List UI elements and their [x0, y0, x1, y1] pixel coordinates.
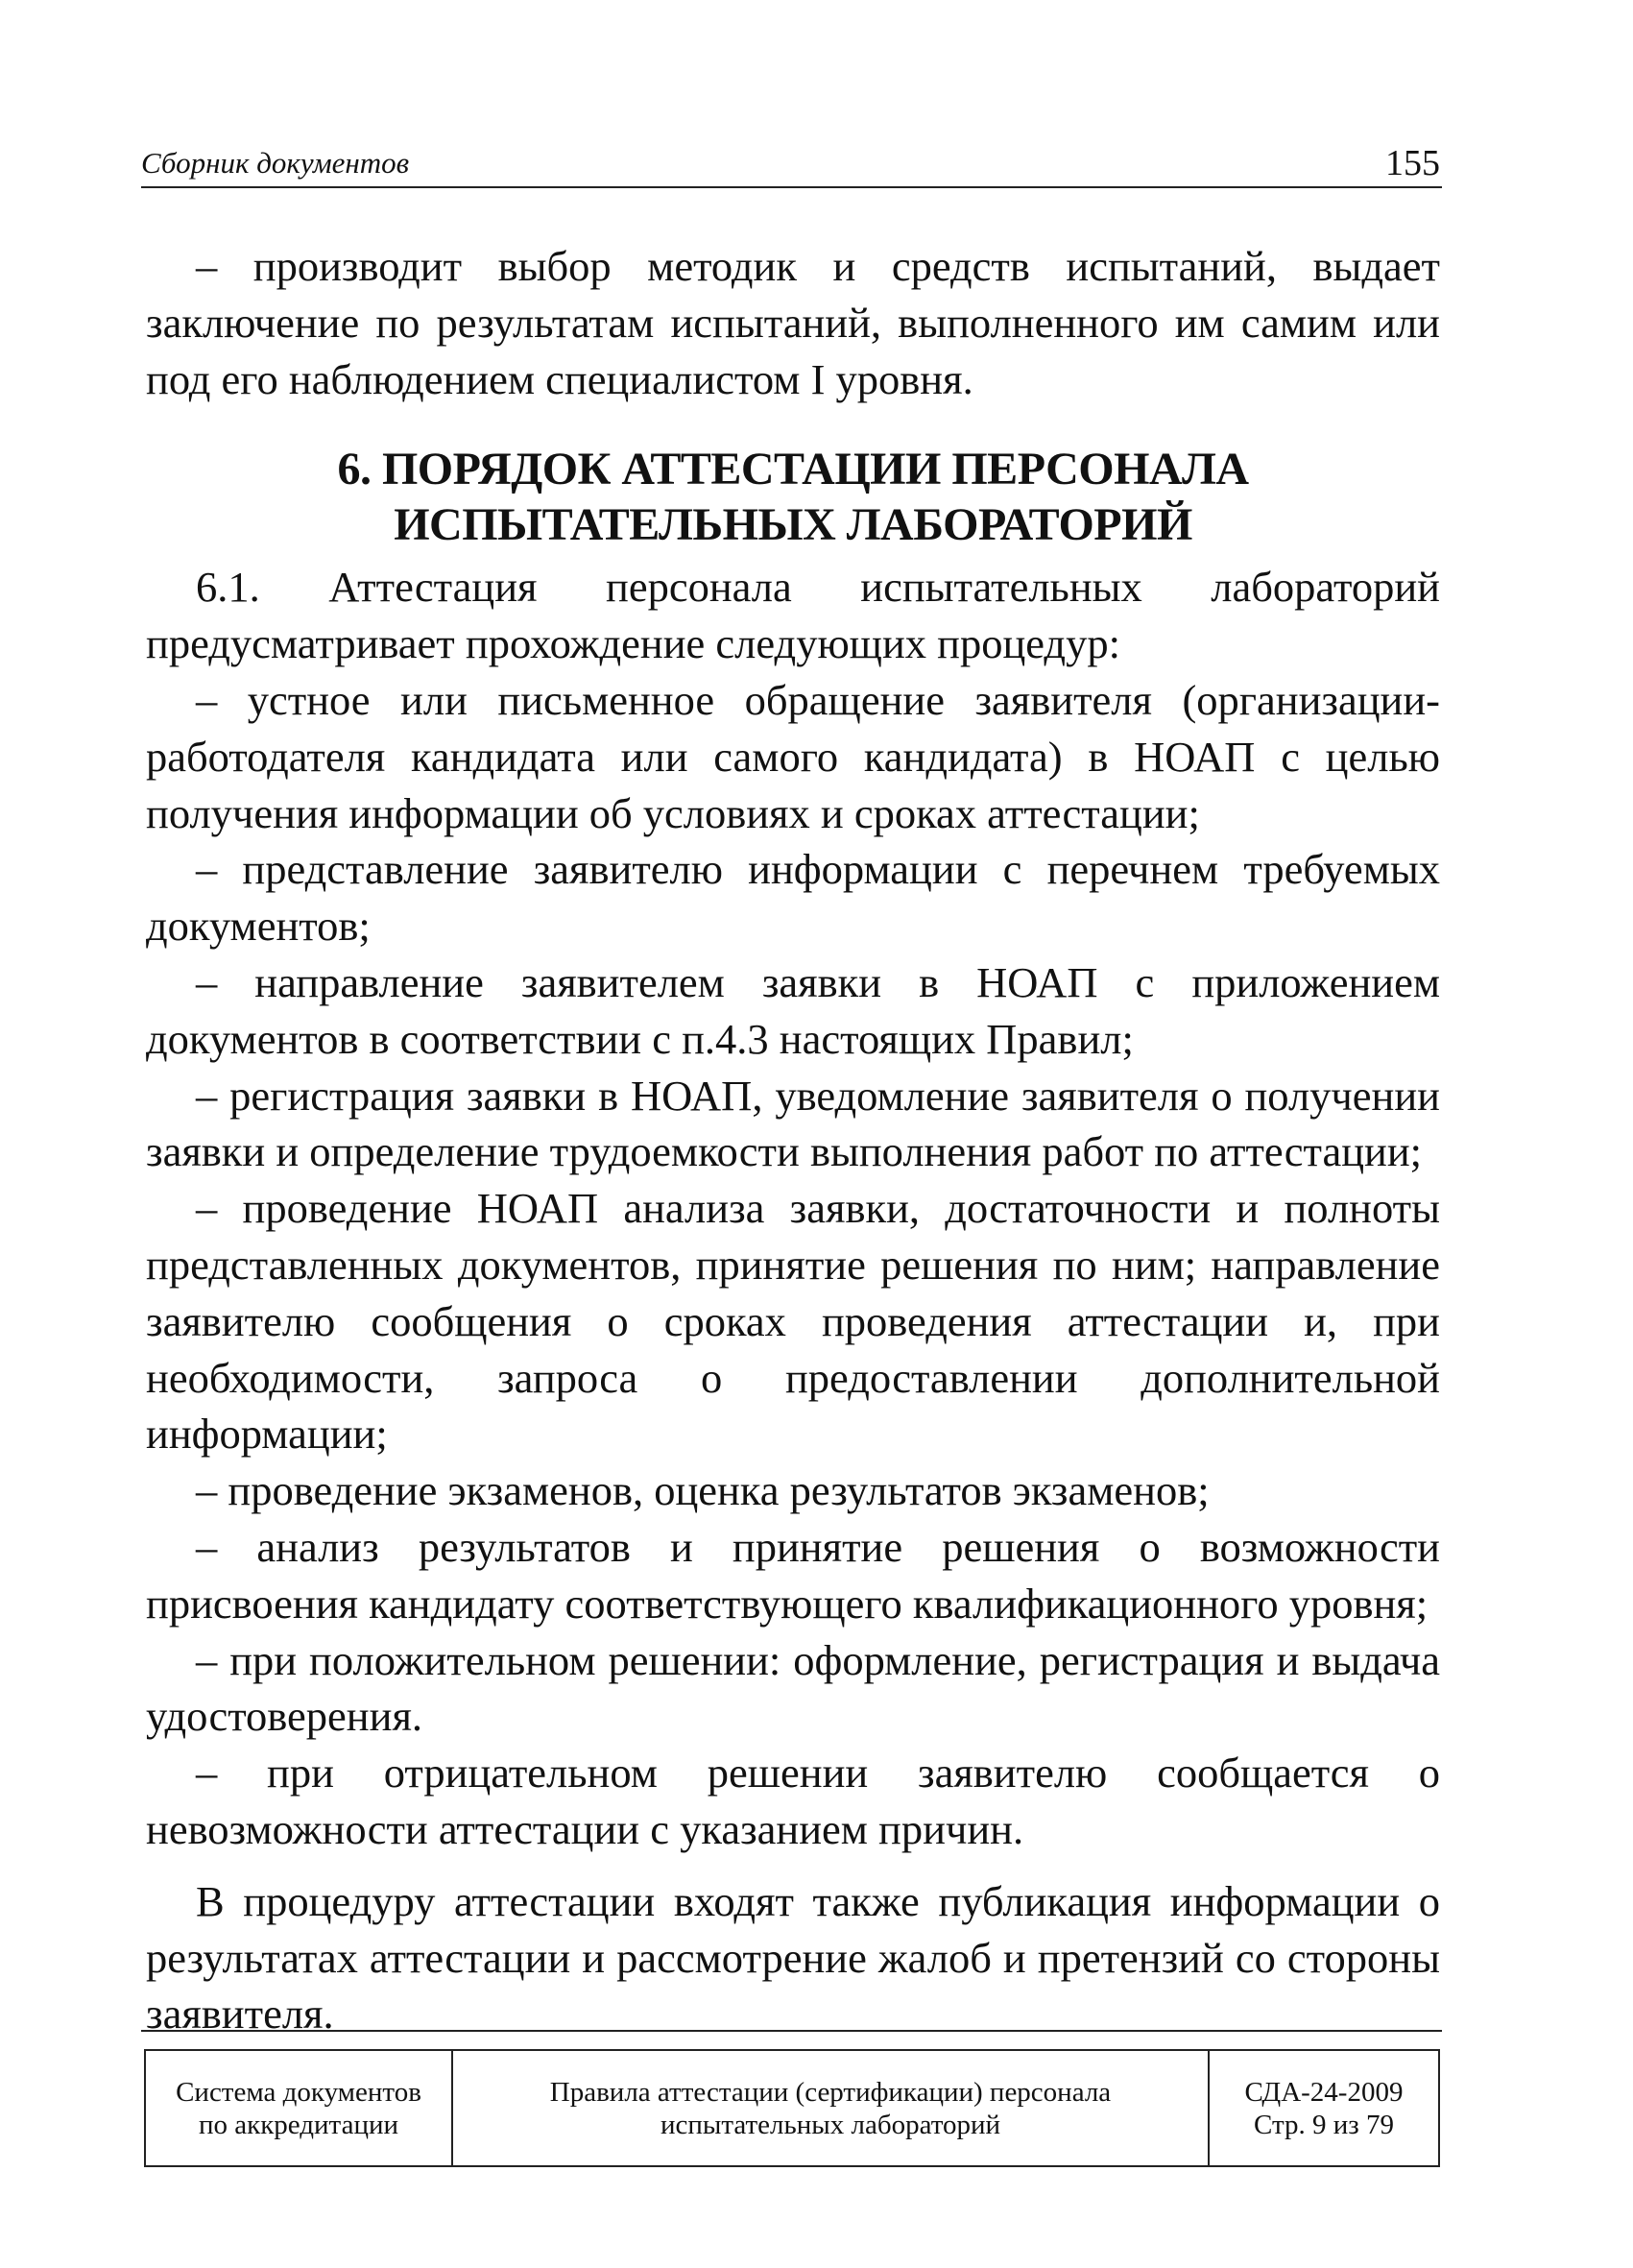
- footer-code-cell: [1210, 2051, 1438, 2165]
- footer-doc-code: СДА-24-2009: [1244, 2076, 1404, 2108]
- footer-system-cell: [146, 2051, 453, 2165]
- closing-paragraph: В процедуру аттестации входят также публикация информации о результатах аттестации и рассмотрение жалоб и претензий со стороны заявителя.: [146, 1876, 1440, 2039]
- list-item-analysis: – проведение НОАП анализа заявки, достаточности и полноты представленных документов, принятие решения по ним; направление заявителю сообщения о сроках проведения аттестации и, при необходимости, запроса о предоставлении дополнительной информации;: [146, 1184, 1440, 1459]
- list-item-application: – направление заявителем заявки в НОАП с приложением документов в соответствии с п.4.3 настоящих Правил;: [146, 957, 1440, 1063]
- list-item-decision: – анализ результатов и принятие решения о возможности присвоения кандидату соответствующего квалификационного уровня;: [146, 1522, 1440, 1628]
- footer-rules-cell: [453, 2051, 1210, 2165]
- list-item-appeal: – устное или письменное обращение заявителя (организации-работодателя кандидата или самого кандидата) в НОАП с целью получения информации об условиях и сроках аттестации;: [146, 675, 1440, 837]
- page-number: 155: [1385, 143, 1440, 183]
- list-item-positive: – при положительном решении: оформление, регистрация и выдача удостоверения.: [146, 1635, 1440, 1741]
- list-item-exams: – проведение экзаменов, оценка результатов экзаменов;: [196, 1466, 1210, 1515]
- footer-rules-line-2: испытательных лабораторий: [660, 2109, 1001, 2140]
- running-title: Сборник документов: [141, 146, 410, 180]
- section-heading: [146, 442, 1440, 553]
- section-heading-line-1: 6. ПОРЯДОК АТТЕСТАЦИИ ПЕРСОНАЛА: [337, 444, 1249, 495]
- section-heading-line-2: ИСПЫТАТЕЛЬНЫХ ЛАБОРАТОРИЙ: [394, 499, 1192, 551]
- footer-system-line-1: Система документов: [176, 2076, 421, 2108]
- document-body: [146, 238, 1440, 2042]
- footer-page-count: Стр. 9 из 79: [1254, 2109, 1394, 2140]
- list-item-info: – представление заявителю информации с перечнем требуемых документов;: [146, 845, 1440, 951]
- paragraph-intro: – производит выбор методик и средств испытаний, выдает заключение по результатам испытаний, выполненного им самим или под его наблюдением специалистом I уровня.: [146, 242, 1440, 403]
- footer-rules-line-1: Правила аттестации (сертификации) персонала: [549, 2076, 1112, 2108]
- footer-divider: [141, 2030, 1442, 2032]
- footer-system-line-2: по аккредитации: [198, 2109, 399, 2140]
- paragraph-6-1: 6.1. Аттестация персонала испытательных лабораторий предусматривает прохождение следующих процедур:: [146, 563, 1440, 668]
- footer-table: [144, 2049, 1440, 2167]
- list-item-negative: – при отрицательном решении заявителю сообщается о невозможности аттестации с указанием причин.: [146, 1749, 1440, 1853]
- page-header: [141, 144, 1442, 188]
- list-item-registration: – регистрация заявки в НОАП, уведомление заявителя о получении заявки и определение трудоемкости выполнения работ по аттестации;: [146, 1071, 1440, 1176]
